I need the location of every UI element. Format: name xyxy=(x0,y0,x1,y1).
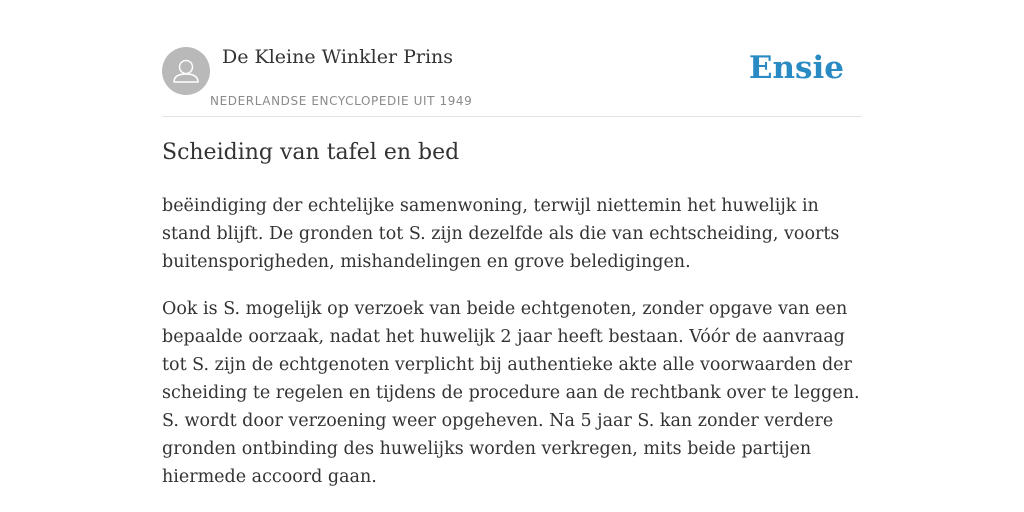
article-paragraph: beëindiging der echtelijke samenwoning, terwijl niettemin het huwelijk in stand blijft. De gronden tot S. zijn dezelfde als die van echtscheiding, voorts buitensporigheden, mishandelingen en grove beledigingen. xyxy=(162,196,840,272)
author-name[interactable]: De Kleine Winkler Prins xyxy=(222,46,454,68)
encyclopedia-subtitle: NEDERLANDSE ENCYCLOPEDIE UIT 1949 xyxy=(210,94,473,108)
user-icon xyxy=(162,47,210,95)
article-paragraph: Ook is S. mogelijk op verzoek van beide echtgenoten, zonder opgave van een bepaalde oorzaak, nadat het huwelijk 2 jaar heeft bestaan. Vóór de aanvraag tot S. zijn de echtgenoten verplicht bij authentieke akte alle voorwaarden der scheiding te regelen en tijdens de procedure aan de rechtbank over te leggen. S. wordt door verzoening weer opgeheven. Na 5 jaar S. kan zonder verdere gronden ontbinding des huwelijks worden verkregen, mits beide partijen hiermede accoord gaan. xyxy=(162,299,860,487)
header xyxy=(162,46,862,117)
avatar[interactable] xyxy=(162,47,210,95)
ensie-logo[interactable]: Ensie xyxy=(748,50,844,86)
article-body xyxy=(162,192,862,510)
article-title: Scheiding van tafel en bed xyxy=(162,140,460,165)
